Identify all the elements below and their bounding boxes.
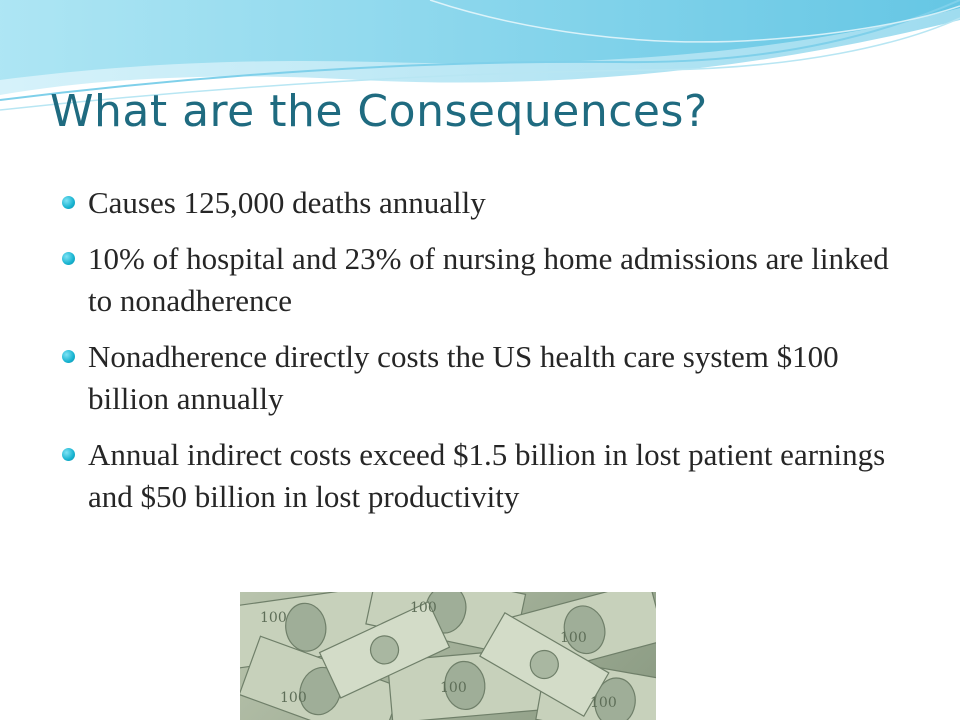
bullet-text: Nonadherence directly costs the US health care system $100 billion annually bbox=[88, 339, 839, 416]
bullet-item bbox=[60, 238, 920, 322]
svg-text:100: 100 bbox=[440, 680, 467, 696]
svg-text:100: 100 bbox=[410, 600, 437, 616]
bullet-text: Causes 125,000 deaths annually bbox=[88, 185, 486, 220]
bullet-item bbox=[60, 182, 920, 224]
bullet-dot-icon bbox=[62, 350, 75, 363]
bullet-text: Annual indirect costs exceed $1.5 billion in lost patient earnings and $50 billion in lost productivity bbox=[88, 437, 886, 514]
bullet-text: 10% of hospital and 23% of nursing home admissions are linked to nonadherence bbox=[88, 241, 889, 318]
slide-title: What are the Consequences? bbox=[50, 86, 708, 137]
svg-text:100: 100 bbox=[560, 630, 587, 646]
svg-text:100: 100 bbox=[590, 695, 617, 711]
bullet-dot-icon bbox=[62, 252, 75, 265]
bullet-item bbox=[60, 434, 920, 518]
svg-text:100: 100 bbox=[280, 690, 307, 706]
bullet-list bbox=[60, 182, 920, 532]
bullet-item bbox=[60, 336, 920, 420]
money-bills-icon bbox=[240, 592, 656, 720]
bullet-dot-icon bbox=[62, 448, 75, 461]
bullet-dot-icon bbox=[62, 196, 75, 209]
svg-text:100: 100 bbox=[260, 610, 287, 626]
money-bills-image bbox=[240, 592, 656, 720]
